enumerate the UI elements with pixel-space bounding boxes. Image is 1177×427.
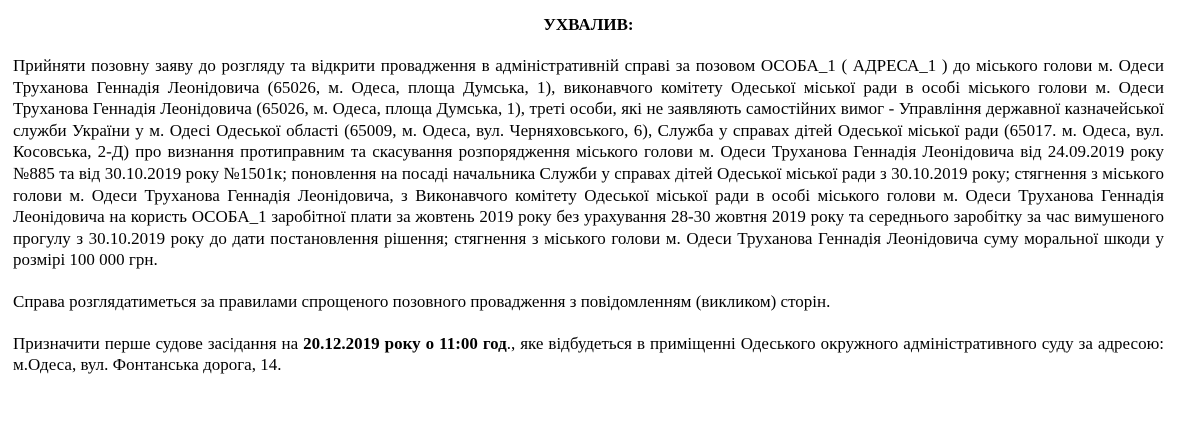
hearing-datetime: 20.12.2019 року о 11:00 год: [303, 333, 507, 353]
paragraph-claim-acceptance: Прийняти позовну заяву до розгляду та відкрити провадження в адміністративній справі за позовом ОСОБА_1 ( АДРЕСА_1 ) до міського голови м. Одеси Труханова Геннадія Леонідовича (65026, м. Одеса, площа Думська, 1), виконавчого комітету Одеської міської ради в особі міського голови м. Одеси Труханова Геннадія Леонідовича (65026, м. Одеса, площа Думська, 1), треті особи, які не заявляють самостійних вимог - Управління державної казначейської служби України у м. Одесі Одеської області (65009, м. Одеса, вул. Черняховського, 6), Служба у справах дітей Одеської міської ради (65017. м. Одеса, вул. Косовська, 2-Д) про визнання протиправним та скасування розпорядження міського голови м. Одеси Труханова Геннадія Леонідовича від 24.09.2019 року №885 та від 30.10.2019 року №1501к; поновлення на посаді начальника Служби у справах дітей Одеської міської ради з 30.10.2019 року; стягнення з міського голови м. Одеси Труханова Геннадія Леонідовича, з Виконавчого комітету Одеської міської ради в особі міського голови м. Одеси Труханова Геннадія Леонідовича на користь ОСОБА_1 заробітної плати за жовтень 2019 року без урахування 28-30 жовтня 2019 року та середнього заробітку за час вимушеного прогулу з 30.10.2019 року до дати постановлення рішення; стягнення з міського голови м. Одеси Труханова Геннадія Леонідовича суму моральної шкоди у розмірі 100 000 грн.: [13, 56, 1164, 270]
hearing-suffix-text: ., яке відбудеться в приміщенні Одеського окружного адміністративного суду за адресою: м.Одеса, вул. Фонтанська дорога, 14.: [13, 333, 1164, 375]
paragraph-hearing: [13, 333, 1164, 376]
hearing-prefix-text: Призначити перше судове засідання на: [13, 333, 304, 353]
paragraph-procedure: Справа розглядатиметься за правилами спрощеного позовного провадження з повідомленням (викликом) сторін.: [13, 291, 831, 311]
document-heading: УХВАЛИВ:: [543, 15, 634, 34]
